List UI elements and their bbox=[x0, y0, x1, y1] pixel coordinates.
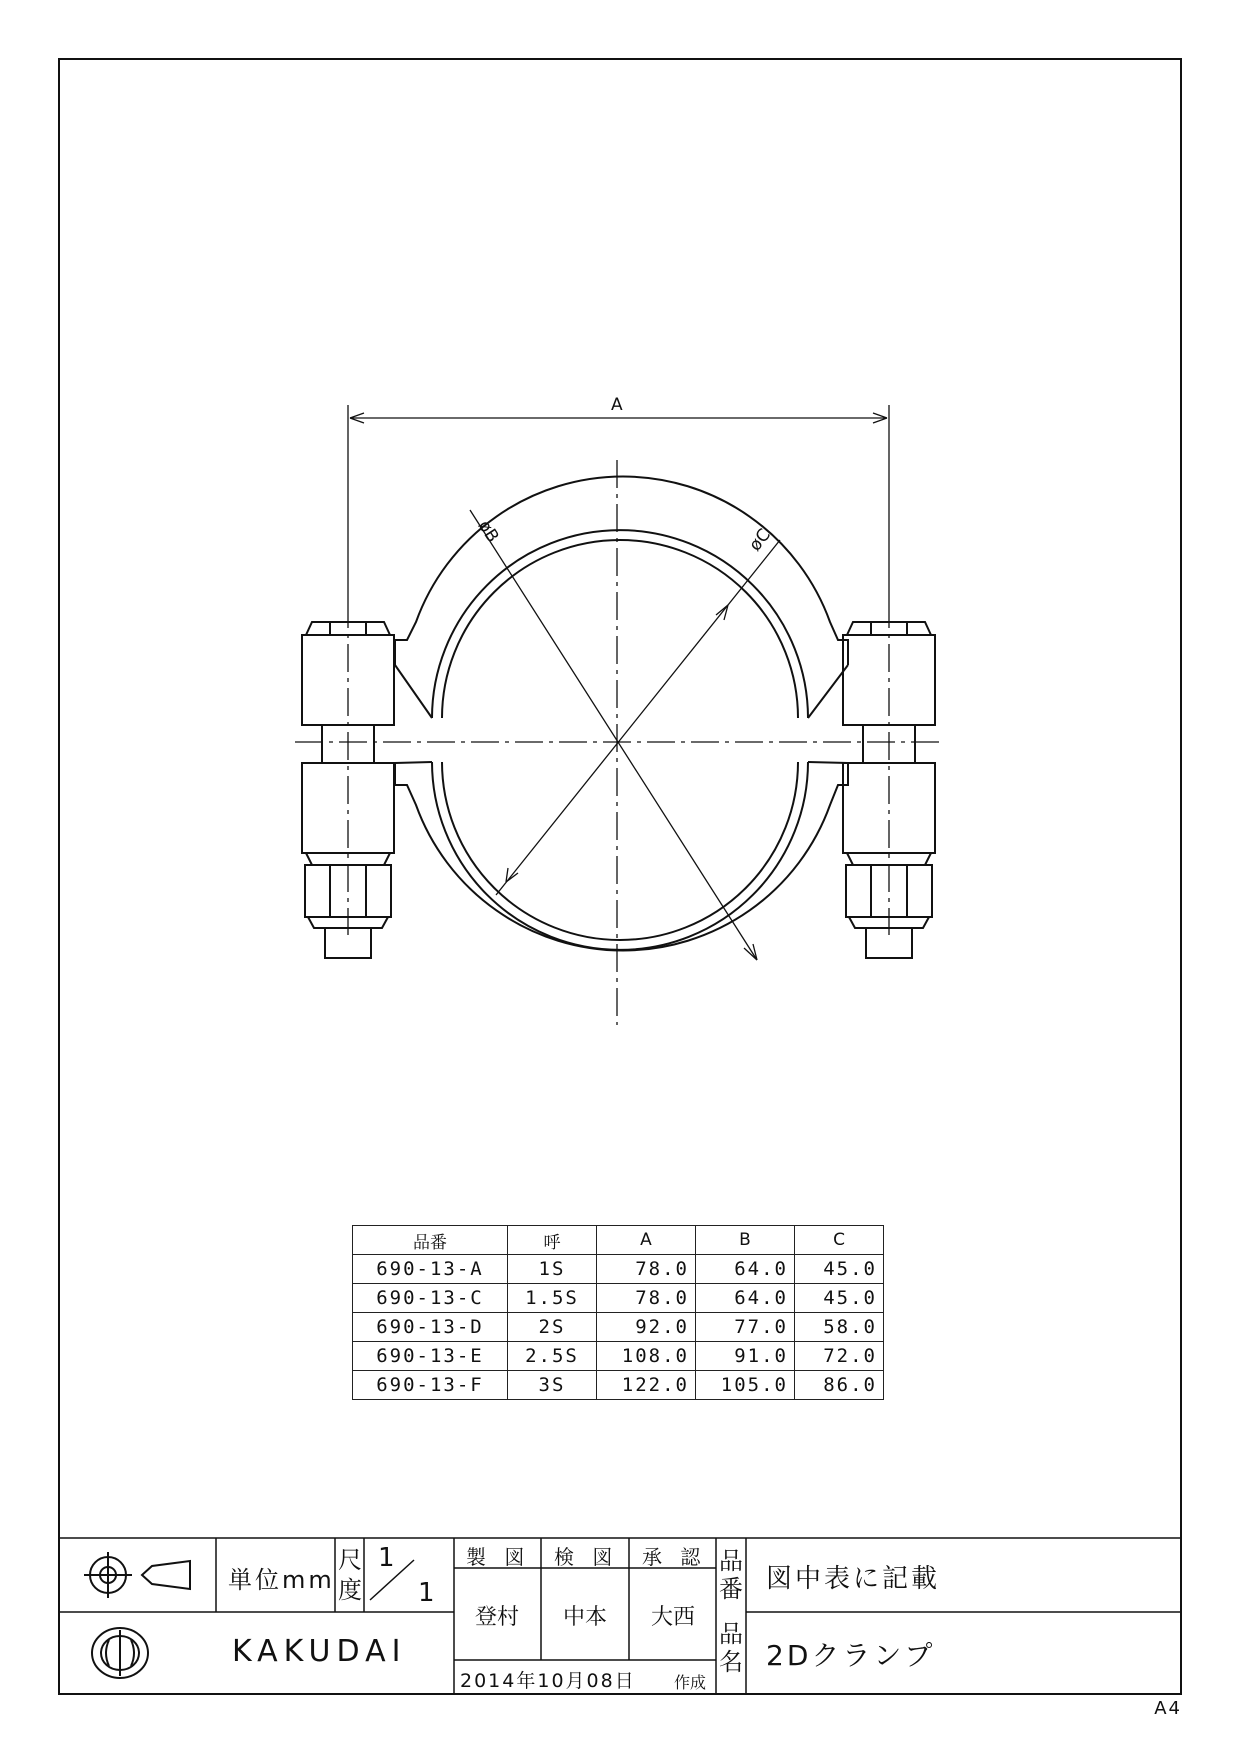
table-row bbox=[353, 1313, 884, 1342]
drawn-label: 製 図 bbox=[466, 1545, 531, 1569]
table-row bbox=[353, 1371, 884, 1400]
table-cell: 77.0 bbox=[696, 1313, 795, 1342]
table-header: A bbox=[597, 1226, 696, 1255]
table-cell: 690-13-C bbox=[353, 1284, 508, 1313]
approved-by: 大西 bbox=[651, 1605, 696, 1630]
table-cell: 45.0 bbox=[795, 1255, 884, 1284]
part-number: 図中表に記載 bbox=[766, 1564, 941, 1594]
table-cell: 91.0 bbox=[696, 1342, 795, 1371]
table-cell: 58.0 bbox=[795, 1313, 884, 1342]
table-row bbox=[353, 1284, 884, 1313]
table-cell: 108.0 bbox=[597, 1342, 696, 1371]
table-cell: 2.5S bbox=[508, 1342, 597, 1371]
dimension-b-label: øB bbox=[473, 516, 503, 547]
table-header: B bbox=[696, 1226, 795, 1255]
table-cell: 1.5S bbox=[508, 1284, 597, 1313]
checked-label: 検 図 bbox=[554, 1545, 619, 1569]
table-cell: 690-13-E bbox=[353, 1342, 508, 1371]
table-header: C bbox=[795, 1226, 884, 1255]
creation-date: 2014年10月08日 bbox=[460, 1670, 636, 1692]
table-header: 呼 bbox=[508, 1226, 597, 1255]
unit-label: 単位mm bbox=[228, 1566, 335, 1594]
table-cell: 3S bbox=[508, 1371, 597, 1400]
table-cell: 2S bbox=[508, 1313, 597, 1342]
drawing-frame bbox=[58, 58, 1182, 1695]
table-row bbox=[353, 1342, 884, 1371]
table-cell: 86.0 bbox=[795, 1371, 884, 1400]
table-cell: 1S bbox=[508, 1255, 597, 1284]
dimension-a-label: A bbox=[611, 395, 623, 415]
table-cell: 690-13-F bbox=[353, 1371, 508, 1400]
table-cell: 78.0 bbox=[597, 1284, 696, 1313]
part-name: 2Dクランプ bbox=[766, 1639, 936, 1672]
scale-label-1: 尺 bbox=[338, 1546, 362, 1574]
company-name: KAKUDAI bbox=[232, 1634, 407, 1669]
approved-label: 承 認 bbox=[642, 1545, 707, 1569]
part-name-label-2: 名 bbox=[719, 1648, 743, 1676]
table-cell: 105.0 bbox=[696, 1371, 795, 1400]
sheet-size: A4 bbox=[1154, 1698, 1182, 1719]
table-cell: 690-13-D bbox=[353, 1313, 508, 1342]
dimension-c-label: øC bbox=[745, 525, 775, 556]
table-cell: 64.0 bbox=[696, 1255, 795, 1284]
table-row bbox=[353, 1255, 884, 1284]
part-number-label-2: 番 bbox=[719, 1575, 743, 1603]
part-number-label-1: 品 bbox=[719, 1547, 743, 1575]
table-cell: 45.0 bbox=[795, 1284, 884, 1313]
scale-numerator: 1 bbox=[378, 1543, 395, 1573]
table-cell: 72.0 bbox=[795, 1342, 884, 1371]
table-cell: 92.0 bbox=[597, 1313, 696, 1342]
drawn-by: 登村 bbox=[475, 1605, 520, 1630]
table-header: 品番 bbox=[353, 1226, 508, 1255]
part-name-label-1: 品 bbox=[719, 1620, 743, 1648]
scale-denominator: 1 bbox=[418, 1578, 435, 1608]
table-cell: 122.0 bbox=[597, 1371, 696, 1400]
table-cell: 690-13-A bbox=[353, 1255, 508, 1284]
creation-suffix: 作成 bbox=[674, 1673, 707, 1692]
dimension-table bbox=[352, 1225, 884, 1400]
table-header-row bbox=[353, 1226, 884, 1255]
table-cell: 64.0 bbox=[696, 1284, 795, 1313]
checked-by: 中本 bbox=[563, 1605, 608, 1630]
table-cell: 78.0 bbox=[597, 1255, 696, 1284]
scale-label-2: 度 bbox=[338, 1576, 362, 1604]
